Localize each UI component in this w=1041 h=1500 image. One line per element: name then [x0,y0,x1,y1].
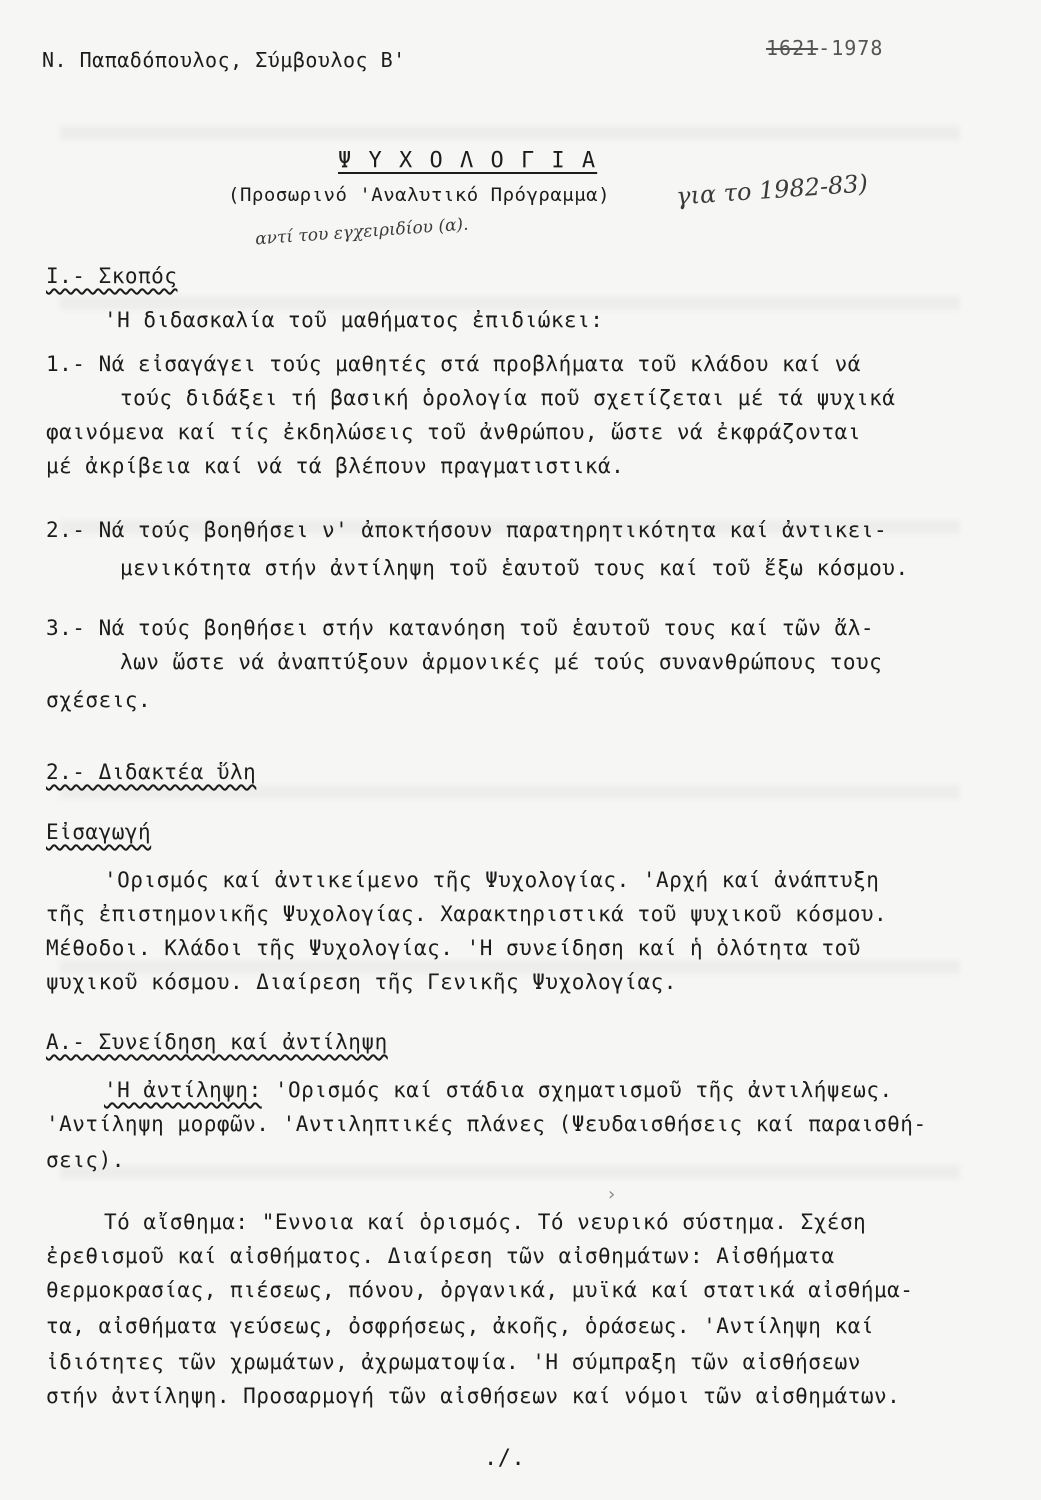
section-1-intro: 'Η διδασκαλία τοῦ μαθήματος ἐπιδιώκει: [104,308,604,332]
continuation-mark: ./. [484,1446,526,1471]
archive-stamp [766,36,883,60]
goal-1-line-4: μέ ἀκρίβεια καί νά τά βλέπουν πραγματιστικά. [46,454,625,478]
perception-definition: 'Ορισμός καί στάδια σχηματισμοῦ τῆς ἀντιλήψεως. [274,1078,893,1102]
goal-1-line-2: τούς διδάξει τή βασική ὁρολογία ποῦ σχετίζεται μέ τά ψυχικά [120,386,896,410]
handwritten-note-year: για το 1982-83) [675,169,869,211]
sensation-line-4: τα, αἰσθήματα γεύσεως, ὀσφρήσεως, ἀκοῆς, ὁράσεως. 'Αντίληψη καί [46,1314,875,1338]
perception-line-2: 'Αντίληψη μορφῶν. 'Αντιληπτικές πλάνες (Ψευδαισθήσεις καί παραισθή- [46,1112,927,1136]
introduction-line-2: τῆς ἐπιστημονικῆς Ψυχολογίας. Χαρακτηριστικά τοῦ ψυχικοῦ κόσμου. [46,902,888,926]
goal-1-line-3: φαινόμενα καί τίς ἐκδηλώσεις τοῦ ἀνθρώπου, ὥστε νά ἐκφράζονται [46,420,861,444]
sensation-line-2: ἐρεθισμοῦ καί αἰσθήματος. Διαίρεση τῶν αἰσθημάτων: Αἰσθήματα [46,1244,835,1268]
goal-2-line-1: 2.- Νά τούς βοηθήσει ν' ἀποκτήσουν παρατηρητικότητα καί ἀντικει- [46,518,888,542]
perception-line-3: σεις). [46,1148,125,1172]
introduction-line-4: ψυχικοῦ κόσμου. Διαίρεση τῆς Γενικῆς Ψυχολογίας. [46,970,677,994]
section-2-heading: 2.- Διδακτέα ὕλη [46,760,257,784]
sensation-line-1: Τό αἴσθημα: "Εννοια καί ὁρισμός. Τό νευρικό σύστημα. Σχέση [104,1210,867,1234]
bleed-through-mark [60,785,960,799]
archive-year: -1978 [818,36,884,60]
sensation-line-6: στήν ἀντίληψη. Προσαρμογή τῶν αἰσθήσεων καί νόμοι τῶν αἰσθημάτων. [46,1384,901,1408]
goal-1-line-1: 1.- Νά εἰσαγάγει τούς μαθητές στά προβλήματα τοῦ κλάδου καί νά [46,352,861,376]
perception-line-1 [104,1078,893,1102]
introduction-heading: Εἰσαγωγή [46,820,152,844]
document-title: Ψ Υ Χ Ο Λ Ο Γ Ι Α [338,148,598,173]
goal-3-line-3: σχέσεις. [46,688,152,712]
perception-label: 'Η ἀντίληψη: [104,1078,262,1102]
archive-ref-struck: 1621 [766,36,819,60]
author-line: Ν. Παπαδόπουλος, Σύμβουλος Β' [42,48,406,72]
subsection-a-heading: Α.- Συνείδηση καί ἀντίληψη [46,1030,388,1054]
goal-3-line-2: λων ὥστε νά ἀναπτύξουν ἁρμονικές μέ τούς συνανθρώπους τους [120,650,883,674]
goal-3-line-1: 3.- Νά τούς βοηθήσει στήν κατανόηση τοῦ ἑαυτοῦ τους καί τῶν ἄλ- [46,616,875,640]
bleed-through-mark [60,1165,960,1179]
bleed-through-mark [60,126,960,140]
introduction-line-3: Μέθοδοι. Κλάδοι τῆς Ψυχολογίας. 'Η συνείδηση καί ἡ ὁλότητα τοῦ [46,936,861,960]
handwritten-note-replacement: αντί του εγχειριδίου (α). [254,214,470,250]
stray-mark: › [606,1184,617,1205]
sensation-line-3: θερμοκρασίας, πιέσεως, πόνου, ὀργανικά, μυϊκά καί στατικά αἰσθήμα- [46,1278,914,1302]
introduction-line-1: 'Ορισμός καί ἀντικείμενο τῆς Ψυχολογίας. 'Αρχή καί ἀνάπτυξη [104,868,880,892]
section-1-heading: I.- Σκοπός [46,264,178,288]
sensation-line-5: ἰδιότητες τῶν χρωμάτων, ἀχρωματοψία. 'Η σύμπραξη τῶν αἰσθήσεων [46,1350,861,1374]
document-subtitle: (Προσωρινό 'Αναλυτικό Πρόγραμμα) [228,184,611,206]
goal-2-line-2: μενικότητα στήν ἀντίληψη τοῦ ἑαυτοῦ τους καί τοῦ ἔξω κόσμου. [120,556,909,580]
